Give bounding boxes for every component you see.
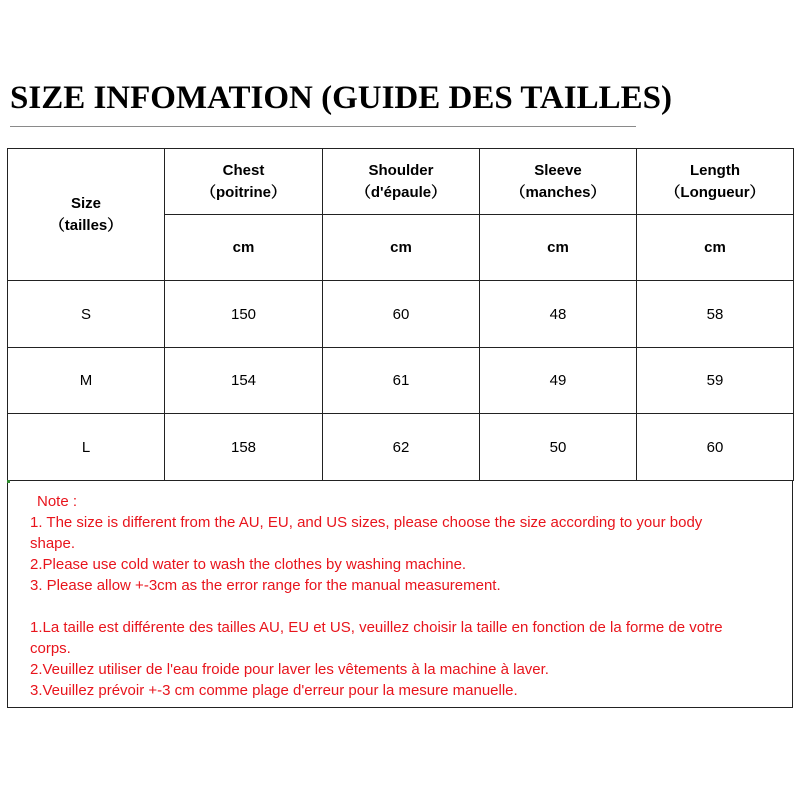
shoulder-value-cell: 61 [323, 348, 480, 414]
length-header-french: （Longueur） [665, 183, 765, 201]
length-unit-cell: cm [637, 215, 794, 281]
chest-value-cell: 154 [165, 348, 323, 414]
table-header-row [8, 149, 794, 215]
note-fr-line: 3.Veuillez prévoir +-3 cm comme plage d'erreur pour la mesure manuelle. [30, 682, 518, 699]
size-header-french: （tailles） [49, 216, 123, 234]
table-row [8, 414, 794, 481]
note-fr-line: corps. [30, 640, 71, 657]
sleeve-header-french: （manches） [510, 183, 606, 201]
chest-value-cell: 158 [165, 414, 323, 481]
length-value-cell: 59 [637, 348, 794, 414]
note-heading: Note : [37, 493, 78, 510]
length-value-cell: 58 [637, 281, 794, 348]
title-divider [10, 126, 636, 127]
size-cell: S [8, 281, 165, 348]
note-en-line: shape. [30, 535, 76, 552]
length-header-label: Length [690, 161, 740, 179]
notes-box [7, 480, 793, 708]
table-row [8, 281, 794, 348]
chest-header-cell [165, 149, 323, 215]
shoulder-value-cell: 60 [323, 281, 480, 348]
shoulder-header-label: Shoulder [368, 161, 434, 179]
sleeve-value-cell: 49 [480, 348, 637, 414]
sleeve-header-cell [480, 149, 637, 215]
shoulder-header-cell [323, 149, 480, 215]
length-header-cell [637, 149, 794, 215]
shoulder-value-cell: 62 [323, 414, 480, 481]
size-table [7, 148, 794, 481]
size-cell: L [8, 414, 165, 481]
size-header-label: Size [70, 194, 101, 212]
note-en-line: 2.Please use cold water to wash the clothes by washing machine. [30, 556, 467, 573]
chest-unit-cell: cm [165, 215, 323, 281]
table-row [8, 348, 794, 414]
shoulder-unit-cell: cm [323, 215, 480, 281]
chest-header-french: （poitrine） [201, 183, 286, 201]
chest-header-label: Chest [222, 161, 265, 179]
note-en-line: 3. Please allow +-3cm as the error range for the manual measurement. [30, 577, 501, 594]
sleeve-value-cell: 50 [480, 414, 637, 481]
note-fr-line: 2.Veuillez utiliser de l'eau froide pour laver les vêtements à la machine à laver. [30, 661, 549, 678]
chest-value-cell: 150 [165, 281, 323, 348]
shoulder-header-french: （d'épaule） [355, 183, 447, 201]
note-en-line: 1. The size is different from the AU, EU, and US sizes, please choose the size according to your body [30, 514, 703, 531]
page-title: SIZE INFOMATION (GUIDE DES TAILLES) [10, 80, 672, 116]
note-fr-line: 1.La taille est différente des tailles AU, EU et US, veuillez choisir la taille en fonction de la forme de votre [30, 619, 723, 636]
length-value-cell: 60 [637, 414, 794, 481]
sleeve-value-cell: 48 [480, 281, 637, 348]
sleeve-unit-cell: cm [480, 215, 637, 281]
size-cell: M [8, 348, 165, 414]
corner-marker [7, 480, 10, 483]
size-header-cell [8, 149, 165, 281]
sleeve-header-label: Sleeve [534, 161, 582, 179]
